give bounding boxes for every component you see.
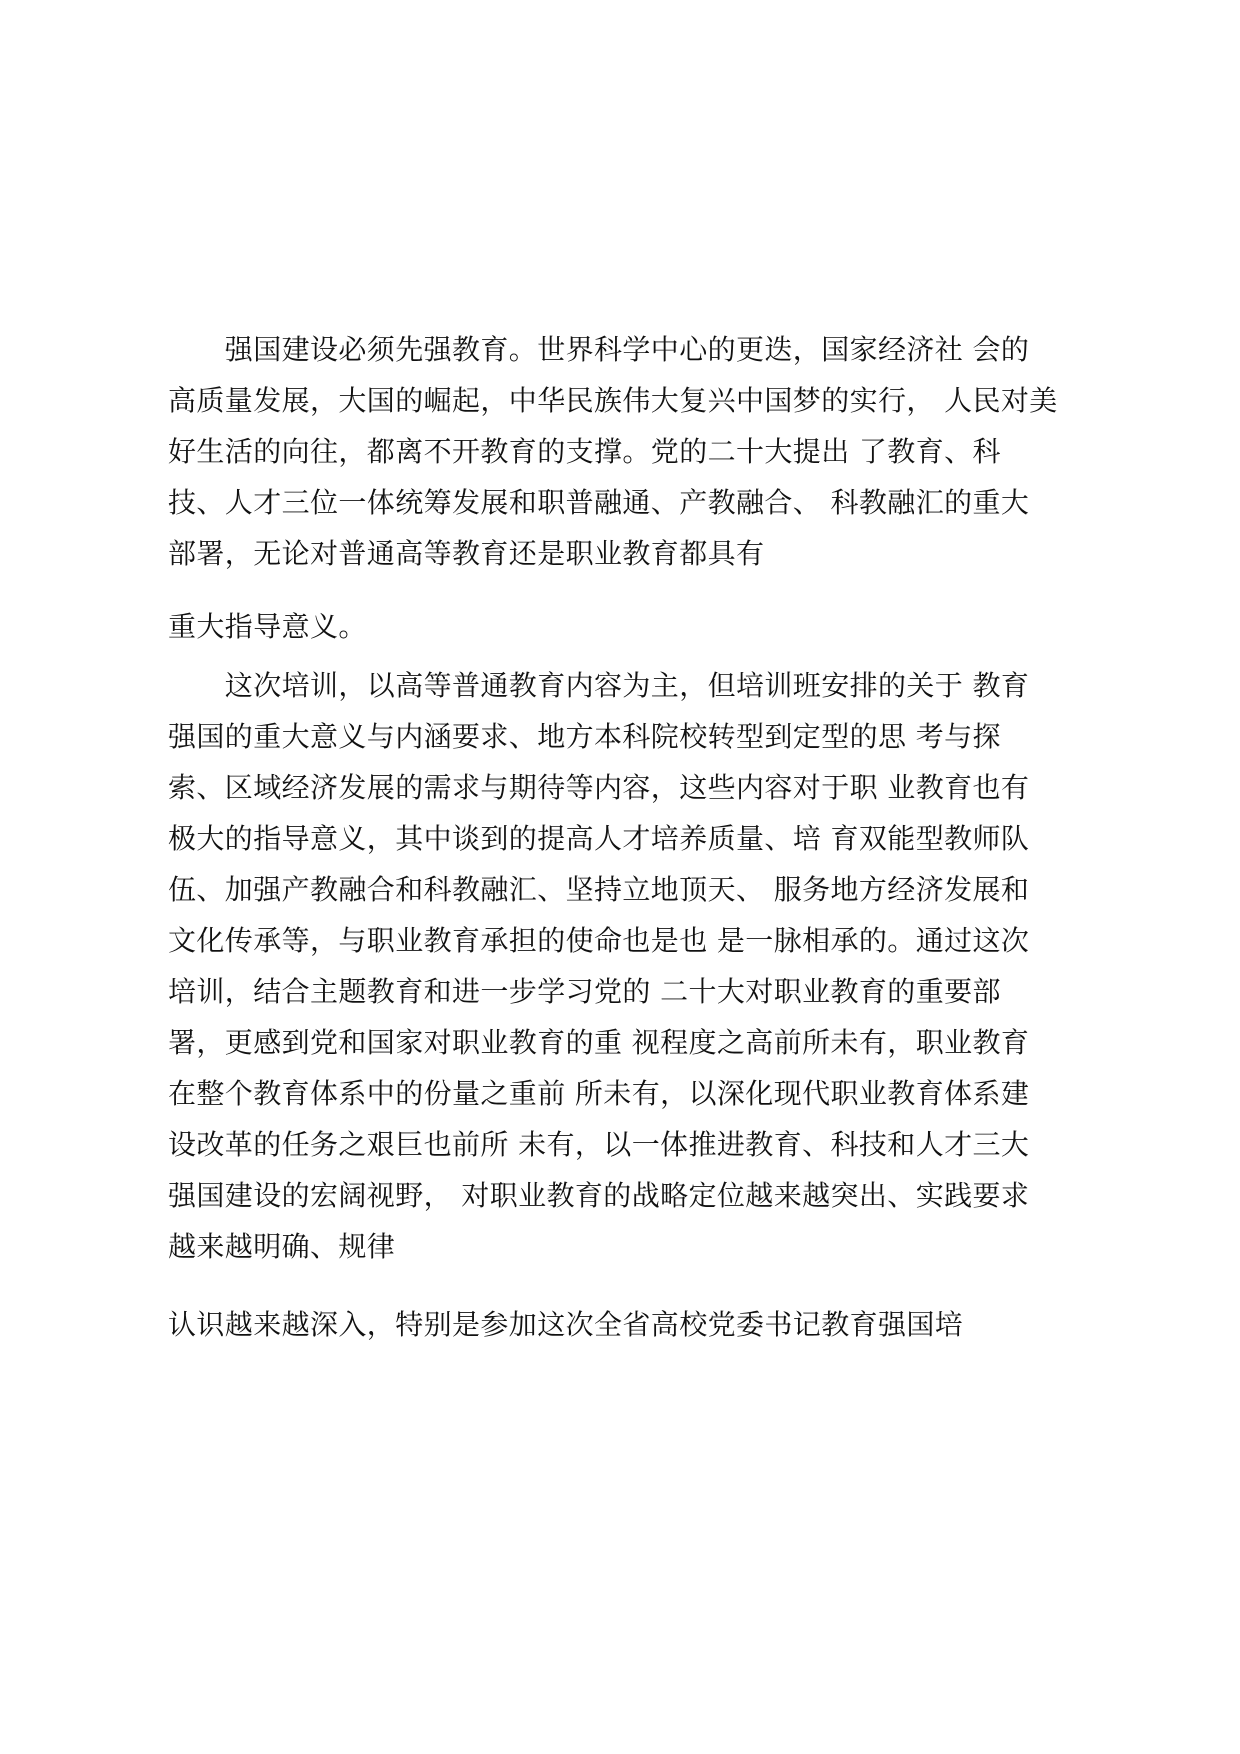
text-line: 设改革的任务之艰巨也前所 未有，以一体推进教育、科技和人才三大 — [168, 1128, 1030, 1161]
text-line: 极大的指导意义，其中谈到的提高人才培养质量、培 育双能型教师队 — [168, 822, 1030, 855]
text-line: 培训，结合主题教育和进一步学习党的 二十大对职业教育的重要部 — [168, 975, 1001, 1008]
text-line: 文化传承等，与职业教育承担的使命也是也 是一脉相承的。通过这次 — [168, 924, 1030, 957]
text-line: 好生活的向往，都离不开教育的支撑。党的二十大提出 了教育、科 — [168, 435, 1001, 468]
text-line: 伍、加强产教融合和科教融汇、坚持立地顶天、 服务地方经济发展和 — [168, 873, 1030, 906]
text-line: 强国建设必须先强教育。世界科学中心的更迭，国家经济社 会的 — [168, 333, 1030, 366]
text-line: 技、人才三位一体统筹发展和职普融通、产教融合、 科教融汇的重大 — [168, 486, 1030, 519]
text-line: 署，更感到党和国家对职业教育的重 视程度之高前所未有，职业教育 — [168, 1026, 1030, 1059]
text-line: 强国建设的宏阔视野， 对职业教育的战略定位越来越突出、实践要求 — [168, 1179, 1030, 1212]
text-line: 部署，无论对普通高等教育还是职业教育都具有 — [168, 537, 765, 570]
text-line: 越来越明确、规律 — [168, 1230, 396, 1263]
text-line: 高质量发展，大国的崛起，中华民族伟大复兴中国梦的实行， 人民对美 — [168, 384, 1058, 417]
text-line: 强国的重大意义与内涵要求、地方本科院校转型到定型的思 考与探 — [168, 720, 1001, 753]
text-line: 重大指导意义。 — [168, 610, 367, 643]
text-line: 索、区域经济发展的需求与期待等内容，这些内容对于职 业教育也有 — [168, 771, 1030, 804]
text-line: 在整个教育体系中的份量之重前 所未有，以深化现代职业教育体系建 — [168, 1077, 1030, 1110]
text-line: 认识越来越深入，特别是参加这次全省高校党委书记教育强国培 — [168, 1308, 964, 1341]
text-line: 这次培训，以高等普通教育内容为主，但培训班安排的关于 教育 — [168, 669, 1030, 702]
